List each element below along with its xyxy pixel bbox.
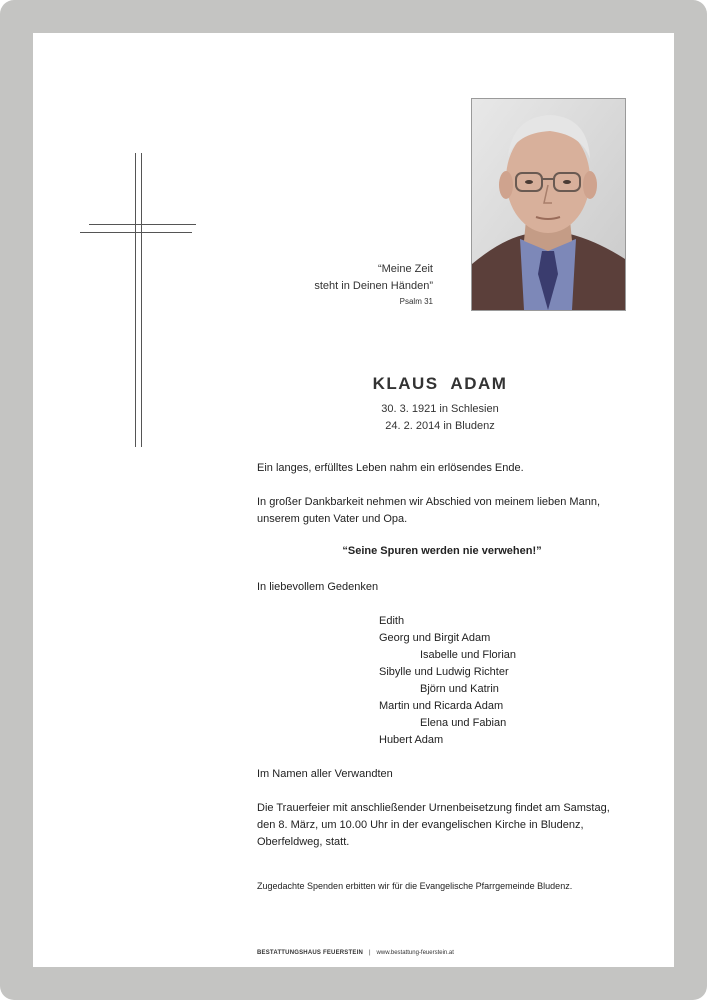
paragraph-ending: Ein langes, erfülltes Leben nahm ein erlösendes Ende. [257, 462, 524, 474]
family-member: Martin und Ricarda Adam [379, 700, 504, 712]
relatives-line: Im Namen aller Verwandten [257, 768, 393, 780]
ceremony-line-2: den 8. März, um 10.00 Uhr in der evangelischen Kirche in Bludenz, [257, 819, 584, 831]
psalm-quote [314, 261, 433, 309]
family-member: Edith [379, 615, 405, 627]
quote-line-2: steht in Deinen Händen” [314, 280, 433, 292]
footer [257, 950, 454, 956]
family-member: Georg und Birgit Adam [379, 632, 491, 644]
farewell-line-1: In großer Dankbarkeit nehmen wir Abschied von meinem lieben Mann, [257, 496, 601, 508]
life-dates [340, 401, 540, 435]
footer-separator: | [368, 950, 371, 956]
ceremony-line-1: Die Trauerfeier mit anschließender Urnenbeisetzung findet am Samstag, [257, 802, 610, 814]
family-member: Björn und Katrin [420, 683, 499, 695]
death-date: 24. 2. 2014 in Bludenz [385, 420, 495, 432]
donations-note: Zugedachte Spenden erbitten wir für die Evangelische Pfarrgemeinde Bludenz. [257, 881, 573, 891]
paragraph-farewell [257, 494, 600, 528]
footer-company: BESTATTUNGSHAUS FEUERSTEIN [257, 950, 363, 956]
quote-source: Psalm 31 [399, 297, 433, 306]
family-member: Elena und Fabian [420, 717, 507, 729]
paragraph-remembrance: In liebevollem Gedenken [257, 581, 379, 593]
birth-date: 30. 3. 1921 in Schlesien [381, 403, 499, 415]
family-list [379, 613, 516, 749]
family-member: Hubert Adam [379, 734, 444, 746]
motto: “Seine Spuren werden nie verwehen!” [342, 545, 542, 557]
footer-website[interactable]: www.bestattung-feuerstein.at [376, 950, 454, 956]
ceremony-line-3: Oberfeldweg, statt. [257, 836, 350, 848]
family-member: Isabelle und Florian [420, 649, 517, 661]
portrait-photo [471, 98, 626, 311]
family-member: Sibylle und Ludwig Richter [379, 666, 509, 678]
ceremony-info [257, 800, 610, 851]
cross-icon [80, 153, 198, 449]
deceased-name: KLAUS ADAM [372, 374, 508, 393]
quote-line-1: “Meine Zeit [377, 263, 433, 275]
farewell-line-2: unserem guten Vater und Opa. [257, 513, 408, 525]
